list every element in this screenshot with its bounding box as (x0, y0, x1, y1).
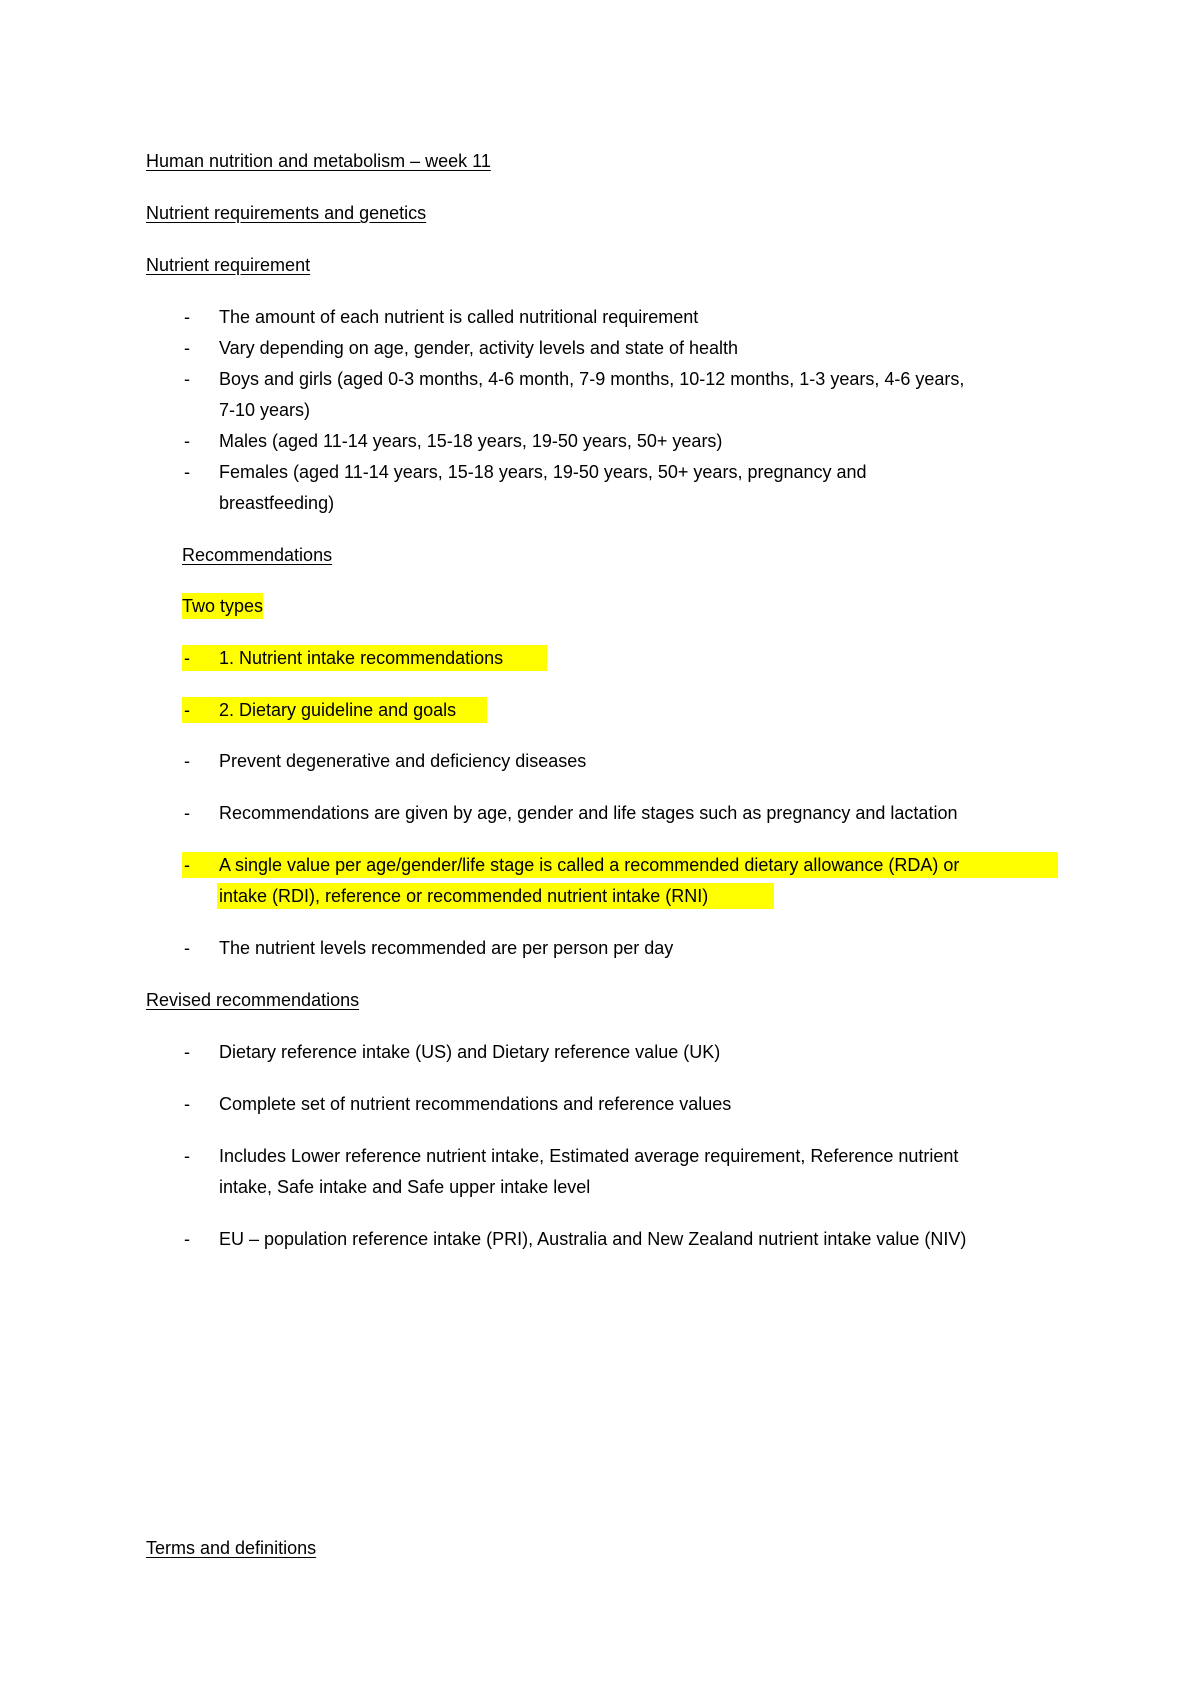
section-heading-revised-recommendations: Revised recommendations (146, 990, 360, 1010)
bullet-dash: - (184, 648, 190, 668)
list-item: Males (aged 11-14 years, 15-18 years, 19-50 years, 50+ years) (219, 431, 723, 451)
bullet-dash: - (184, 369, 190, 389)
section-heading-terms-definitions: Terms and definitions (146, 1538, 317, 1558)
bullet-dash: - (184, 938, 190, 958)
bullet-dash: - (184, 431, 190, 451)
list-item: Females (aged 11-14 years, 15-18 years, 19-50 years, 50+ years, pregnancy and (219, 462, 867, 482)
document-subtitle: Nutrient requirements and genetics (146, 203, 427, 223)
bullet-dash: - (184, 1042, 190, 1062)
bullet-dash: - (184, 751, 190, 771)
list-item: Boys and girls (aged 0-3 months, 4-6 month, 7-9 months, 10-12 months, 1-3 years, 4-6 years, (219, 369, 965, 389)
document-title: Human nutrition and metabolism – week 11 (146, 151, 491, 171)
list-item-text: 2. Dietary guideline and goals (219, 700, 457, 720)
list-item-highlighted (182, 697, 487, 723)
bullet-dash: - (184, 1146, 190, 1166)
list-item: Dietary reference intake (US) and Dietary reference value (UK) (219, 1042, 721, 1062)
list-item: Includes Lower reference nutrient intake, Estimated average requirement, Reference nutrient (219, 1146, 959, 1166)
list-item: Complete set of nutrient recommendations and reference values (219, 1094, 732, 1114)
list-item-continuation: breastfeeding) (219, 493, 335, 513)
list-item: Vary depending on age, gender, activity levels and state of health (219, 338, 739, 358)
list-item-highlighted (182, 852, 1058, 878)
list-item: Recommendations are given by age, gender and life stages such as pregnancy and lactation (219, 803, 958, 823)
list-item: Prevent degenerative and deficiency diseases (219, 751, 587, 771)
list-item: The amount of each nutrient is called nutritional requirement (219, 307, 699, 327)
bullet-dash: - (184, 338, 190, 358)
list-item: EU – population reference intake (PRI), Australia and New Zealand nutrient intake value (NIV) (219, 1229, 967, 1249)
list-item-continuation-highlighted (217, 883, 774, 909)
list-item-continuation: 7-10 years) (219, 400, 311, 420)
list-item-highlighted (182, 645, 547, 671)
bullet-dash: - (184, 1094, 190, 1114)
list-item-text: 1. Nutrient intake recommendations (219, 648, 504, 668)
two-types-label: Two types (182, 593, 263, 619)
bullet-dash: - (184, 855, 190, 875)
section-heading-nutrient-requirement: Nutrient requirement (146, 255, 311, 275)
list-item: The nutrient levels recommended are per person per day (219, 938, 674, 958)
list-item-text: intake (RDI), reference or recommended nutrient intake (RNI) (219, 886, 709, 906)
bullet-dash: - (184, 1229, 190, 1249)
bullet-dash: - (184, 307, 190, 327)
section-heading-recommendations: Recommendations (182, 545, 333, 565)
list-item-continuation: intake, Safe intake and Safe upper intake level (219, 1177, 591, 1197)
bullet-dash: - (184, 700, 190, 720)
bullet-dash: - (184, 803, 190, 823)
bullet-dash: - (184, 462, 190, 482)
list-item-text: A single value per age/gender/life stage is called a recommended dietary allowance (RDA) or (219, 855, 960, 875)
